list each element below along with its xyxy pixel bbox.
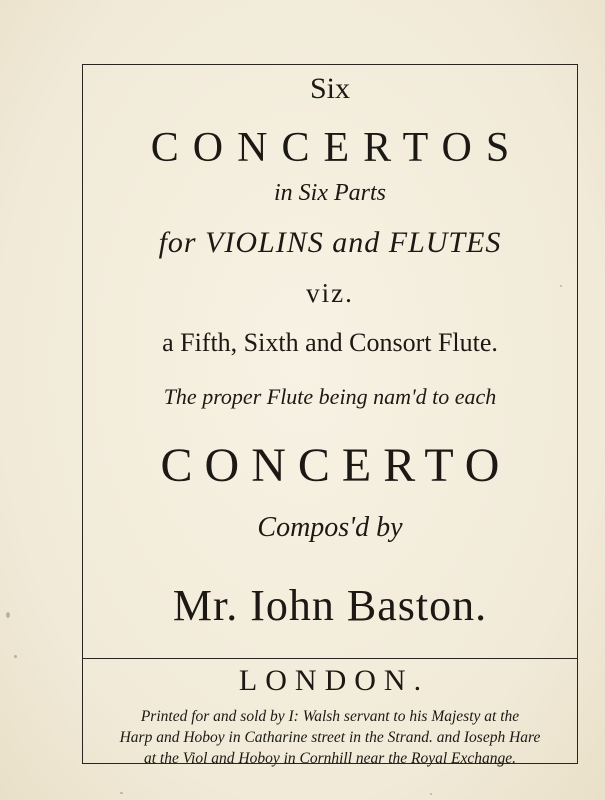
imprint-city: LONDON. xyxy=(238,664,430,697)
author-name: Mr. Iohn Baston. xyxy=(172,581,488,630)
title-line-violins-flutes: for VIOLINS and FLUTES xyxy=(158,226,502,259)
title-line-viz: viz. xyxy=(306,278,354,308)
paper-speck xyxy=(120,792,123,794)
title-line-six: Six xyxy=(309,72,351,105)
imprint-line-3: at the Viol and Hoboy in Cornhill near the Royal Exchange. xyxy=(143,750,517,767)
title-line-concerto: CONCERTO xyxy=(160,439,512,492)
title-line-concertos: CONCERTOS xyxy=(150,125,524,171)
title-line-in-six-parts: in Six Parts xyxy=(274,180,386,206)
title-line-proper-flute: The proper Flute being nam'd to each xyxy=(163,384,497,409)
paper-speck xyxy=(430,793,432,795)
title-line-composd-by: Compos'd by xyxy=(257,512,403,543)
paper-speck xyxy=(14,655,17,658)
paper-speck xyxy=(6,612,10,618)
title-line-fifth-sixth: a Fifth, Sixth and Consort Flute. xyxy=(162,328,498,357)
imprint-line-1: Printed for and sold by I: Walsh servant to his Majesty at the xyxy=(140,708,520,725)
paper-speck xyxy=(560,285,562,287)
imprint-line-2: Harp and Hoboy in Catharine street in the Strand. and Ioseph Hare xyxy=(119,729,541,746)
imprint-divider xyxy=(82,658,578,659)
